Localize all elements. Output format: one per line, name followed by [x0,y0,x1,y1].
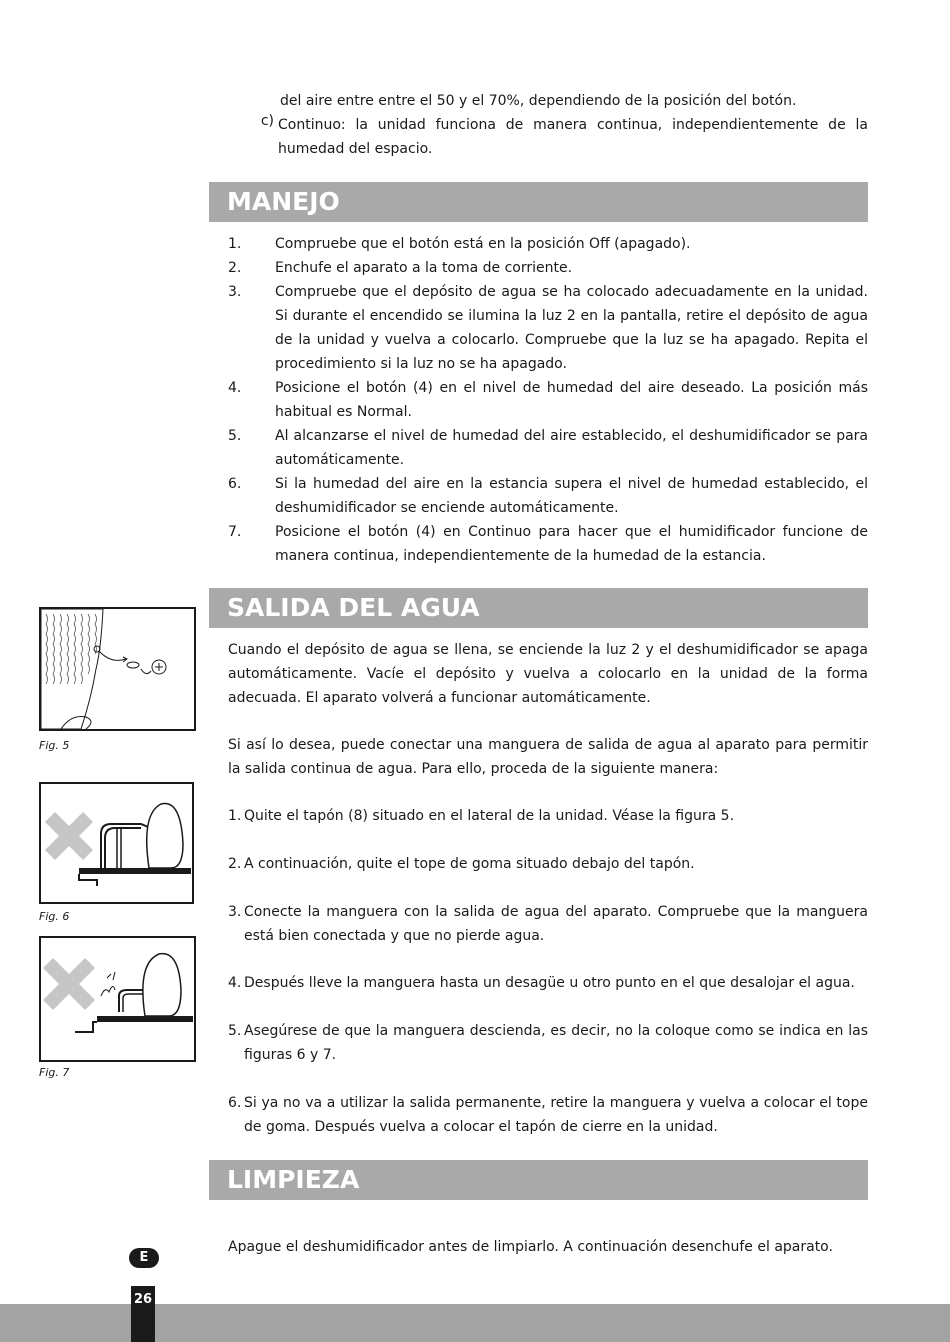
manejo-list [228,232,868,568]
list-item [228,520,868,568]
list-item [228,232,868,256]
step-number: 1. [228,808,242,824]
figure-6-caption: Fig. 6 [39,910,70,923]
salida-paragraph-1: Cuando el depósito de agua se llena, se enciende la luz 2 y el deshumidificador se apaga automáticamente. Vacíe el depósito y vuelva a colocarlo en la unidad de la forma adecuada. El aparato volverá a funcionar automáticamente. [228,642,868,706]
language-badge: E [129,1248,159,1268]
salida-paragraph-2: Si así lo desea, puede conectar una manguera de salida de agua al aparato para permitir la salida continua de agua. Para ello, proceda de la siguiente manera: [228,737,868,777]
section-heading-manejo: MANEJO [209,182,868,222]
list-item-text: Posicione el botón (4) en el nivel de humedad del aire deseado. La posición más habitual es Normal. [275,380,868,420]
list-item [228,424,868,472]
hose-submerged-wrong-icon [41,938,194,1060]
section-heading-limpieza: LIMPIEZA [209,1160,868,1200]
list-item-number: 5. [228,428,242,444]
step-number: 4. [228,975,242,991]
figure-6-illustration [39,782,194,904]
list-item-number: 7. [228,524,242,540]
step-number: 3. [228,904,242,920]
list-item-text: Compruebe que el botón está en la posición Off (apagado). [275,236,691,252]
step-text: Quite el tapón (8) situado en el lateral de la unidad. Véase la figura 5. [244,808,735,824]
step-number: 6. [228,1095,242,1111]
list-item-text: Posicione el botón (4) en Continuo para hacer que el humidificador funcione de manera continua, independientemente de la humedad de la estancia. [275,524,868,564]
option-c-label: c) [260,113,274,129]
section-heading-salida: SALIDA DEL AGUA [209,588,868,628]
list-item [228,376,868,424]
figure-5-caption: Fig. 5 [39,739,70,752]
step-item [228,804,868,828]
step-item [228,1019,868,1067]
list-item-text: Si la humedad del aire en la estancia supera el nivel de humedad establecido, el deshumidificador se enciende automáticamente. [275,476,868,516]
option-c-text: Continuo: la unidad funciona de manera continua, independientemente de la humedad del espacio. [278,117,868,157]
list-item-number: 4. [228,380,242,396]
step-text: Conecte la manguera con la salida de agua del aparato. Compruebe que la manguera está bien conectada y que no pierde agua. [244,904,868,944]
intro-section [228,89,868,161]
list-item-number: 3. [228,284,242,300]
list-item-number: 6. [228,476,242,492]
step-item [228,900,868,948]
dehumidifier-side-outlet-icon [41,609,194,729]
list-item-number: 1. [228,236,242,252]
list-item-text: Enchufe el aparato a la toma de corriente. [275,260,573,276]
limpieza-text: Apague el deshumidificador antes de limpiarlo. A continuación desenchufe el aparato. [228,1239,833,1255]
figure-5-illustration [39,607,196,731]
intro-line: del aire entre entre el 50 y el 70%, dependiendo de la posición del botón. [280,93,797,109]
step-text: Si ya no va a utilizar la salida permanente, retire la manguera y vuelva a colocar el tope de goma. Después vuelva a colocar el tapón de cierre en la unidad. [244,1095,868,1135]
list-item [228,256,868,280]
step-text: Asegúrese de que la manguera descienda, es decir, no la coloque como se indica en las figuras 6 y 7. [244,1023,868,1063]
option-c [228,113,868,161]
step-item [228,1091,868,1139]
figure-7-caption: Fig. 7 [39,1066,70,1079]
step-number: 5. [228,1023,242,1039]
list-item-number: 2. [228,260,242,276]
list-item-text: Compruebe que el depósito de agua se ha colocado adecuadamente en la unidad. Si durante el encendido se ilumina la luz 2 en la pantalla, retire el depósito de agua de la unidad y vuelva a colocarlo. Compruebe que la luz se ha apagado. Repita el procedimiento si la luz no se ha apagado. [275,284,868,372]
step-item [228,971,868,995]
step-number: 2. [228,856,242,872]
page-number: 26 [131,1286,155,1342]
step-item [228,852,868,876]
step-text: Después lleve la manguera hasta un desagüe u otro punto en el que desalojar el agua. [244,975,855,991]
step-text: A continuación, quite el tope de goma situado debajo del tapón. [244,856,695,872]
list-item [228,280,868,376]
figure-7-illustration [39,936,196,1062]
hose-rising-wrong-icon [41,784,192,902]
list-item [228,472,868,520]
list-item-text: Al alcanzarse el nivel de humedad del aire establecido, el deshumidificador se para automáticamente. [275,428,868,468]
